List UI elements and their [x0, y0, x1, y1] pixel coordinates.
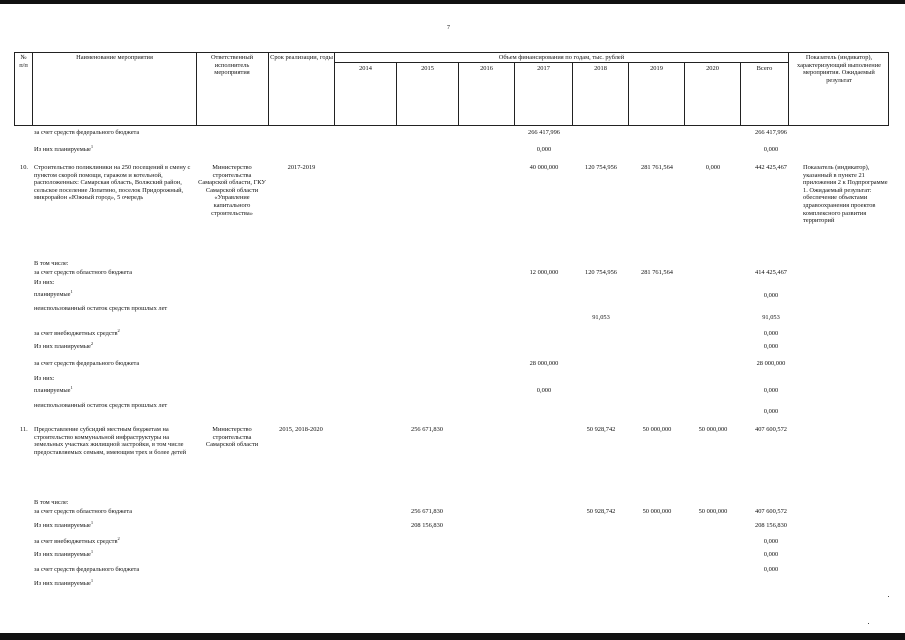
value-total: 91,053: [762, 314, 780, 321]
row-label: В том числе:: [34, 260, 69, 267]
value-total: 0,000: [763, 538, 779, 545]
item-number: 10.: [20, 164, 28, 171]
value-2017: 40 000,000: [529, 164, 559, 171]
header-total: Всего: [756, 65, 773, 72]
row-label: за счет средств федерального бюджета: [34, 566, 140, 573]
value-total: 0,000: [763, 330, 779, 337]
value-total: 266 417,996: [755, 129, 787, 136]
value-2017: 0,000: [536, 146, 552, 153]
row-label: Из них планируемые$^1$: [34, 548, 94, 558]
value-total: 0,000: [763, 408, 779, 415]
value-2020: 0,000: [705, 164, 721, 171]
value-total: 414 425,467: [755, 269, 787, 276]
value-total: 0,000: [763, 566, 779, 573]
header-bottom-line: [14, 125, 888, 126]
value-2020: 50 000,000: [698, 508, 728, 515]
value-2018: 50 928,742: [586, 426, 616, 433]
header-responsible: Ответственный исполнитель мероприятия: [210, 54, 254, 77]
row-label: за счет средств областного бюджета: [34, 269, 133, 276]
value-2017: 28 000,000: [529, 360, 559, 367]
page-number: 7: [447, 25, 450, 31]
item-period: 2015, 2018-2020: [279, 426, 323, 433]
col-line: [32, 52, 33, 126]
header-year: 2019: [650, 65, 663, 72]
header-funding: Объем финансирования по годам, тыс. рублей: [498, 54, 625, 61]
row-label: Из них:: [34, 375, 55, 382]
header-name: Наименование мероприятия: [76, 54, 153, 61]
header-year: 2014: [359, 65, 372, 72]
value-2020: 50 000,000: [698, 426, 728, 433]
row-label: Из них:: [34, 279, 55, 286]
value-total: 0,000: [763, 292, 779, 299]
value-2018: 120 754,956: [585, 164, 617, 171]
value-2019: 50 000,000: [642, 508, 672, 515]
table-top-line: [14, 52, 888, 53]
value-total: 442 425,467: [755, 164, 787, 171]
row-label: Из них планируемые$^1$: [34, 577, 94, 587]
row-label: Из них планируемые$^1$: [34, 143, 94, 153]
row-label: за счет внебюджетных средств$^2$: [34, 535, 120, 545]
col-line: [268, 52, 269, 126]
value-2015: 208 156,830: [411, 522, 443, 529]
row-label: планируемые$^1$: [34, 288, 73, 298]
row-label: за счет средств федерального бюджета: [34, 129, 140, 136]
value-total: 0,000: [763, 387, 779, 394]
row-label: Из них планируемые$^1$: [34, 519, 94, 529]
value-2018: 91,053: [592, 314, 610, 321]
scan-speck: [888, 596, 889, 597]
header-indicator: Показатель (индикатор), характеризующий выполнение мероприятия. Ожидаемый результат: [797, 54, 881, 84]
value-2019: 281 761,564: [641, 164, 673, 171]
value-total: 407 600,572: [755, 426, 787, 433]
value-total: 0,000: [763, 146, 779, 153]
col-line: [196, 52, 197, 126]
col-line: [888, 52, 889, 126]
value-total: 0,000: [763, 551, 779, 558]
item-responsible: Министерство строительства Самарской области, ГКУ Самарской области «Управление капитального строительства»: [198, 164, 266, 217]
value-2019: 50 000,000: [642, 426, 672, 433]
header-year: 2016: [480, 65, 493, 72]
value-total: 208 156,830: [755, 522, 787, 529]
value-total: 407 600,572: [755, 508, 787, 515]
row-label: В том числе:: [34, 499, 69, 506]
row-label: за счет внебюджетных средств$^2$: [34, 327, 120, 337]
item-period: 2017-2019: [287, 164, 316, 171]
value-total: 28 000,000: [756, 360, 786, 367]
row-label: за счет средств областного бюджета: [34, 508, 133, 515]
row-label: неиспользованный остаток средств прошлых лет: [34, 402, 168, 409]
value-2017: 12 000,000: [529, 269, 559, 276]
value-2019: 281 761,564: [641, 269, 673, 276]
header-year: 2018: [594, 65, 607, 72]
header-year: 2020: [706, 65, 719, 72]
header-year: 2017: [537, 65, 550, 72]
value-2018: 50 928,742: [586, 508, 616, 515]
item-indicator: Показатель (индикатор), указанный в пункте 21 приложения 2 к Подпрограмме 1. Ожидаемый результат: обеспечение объектами здравоохранения проектов комплексного развития территорий: [803, 164, 888, 225]
header-period: Срок реализации, годы: [270, 54, 333, 61]
item-responsible: Министерство строительства Самарской области: [205, 426, 259, 449]
item-title: Строительство поликлиники на 250 посещений в смену с пунктом скорой помощи, гаражом и котельной, расположенных: Самарская область, Волжский район, сельское поселение Лопатино, поселок Придорожный, микрорайон «Южный город», 5 очередь: [34, 164, 191, 202]
row-label: Из них планируемые$^2$: [34, 340, 94, 350]
scan-speck: [868, 623, 869, 624]
years-header-line: [334, 62, 788, 63]
header-year: 2015: [421, 65, 434, 72]
row-label: планируемые$^1$: [34, 384, 73, 394]
value-2015: 256 671,830: [411, 508, 443, 515]
value-2018: 120 754,956: [585, 269, 617, 276]
value-2017: 266 417,996: [528, 129, 560, 136]
col-line: [788, 52, 789, 126]
value-2017: 0,000: [536, 387, 552, 394]
col-line: [334, 52, 335, 126]
item-title: Предоставление субсидий местным бюджетам на строительство коммунальной инфраструктуры на земельных участках жилищной застройки, в том числе предоставляемых семьям, имеющим трех и более детей: [34, 426, 187, 456]
row-label: за счет средств федерального бюджета: [34, 360, 140, 367]
value-total: 0,000: [763, 343, 779, 350]
header-num: № п/п: [19, 54, 28, 69]
value-2015: 256 671,830: [411, 426, 443, 433]
item-number: 11.: [20, 426, 28, 433]
row-label: неиспользованный остаток средств прошлых лет: [34, 305, 168, 312]
